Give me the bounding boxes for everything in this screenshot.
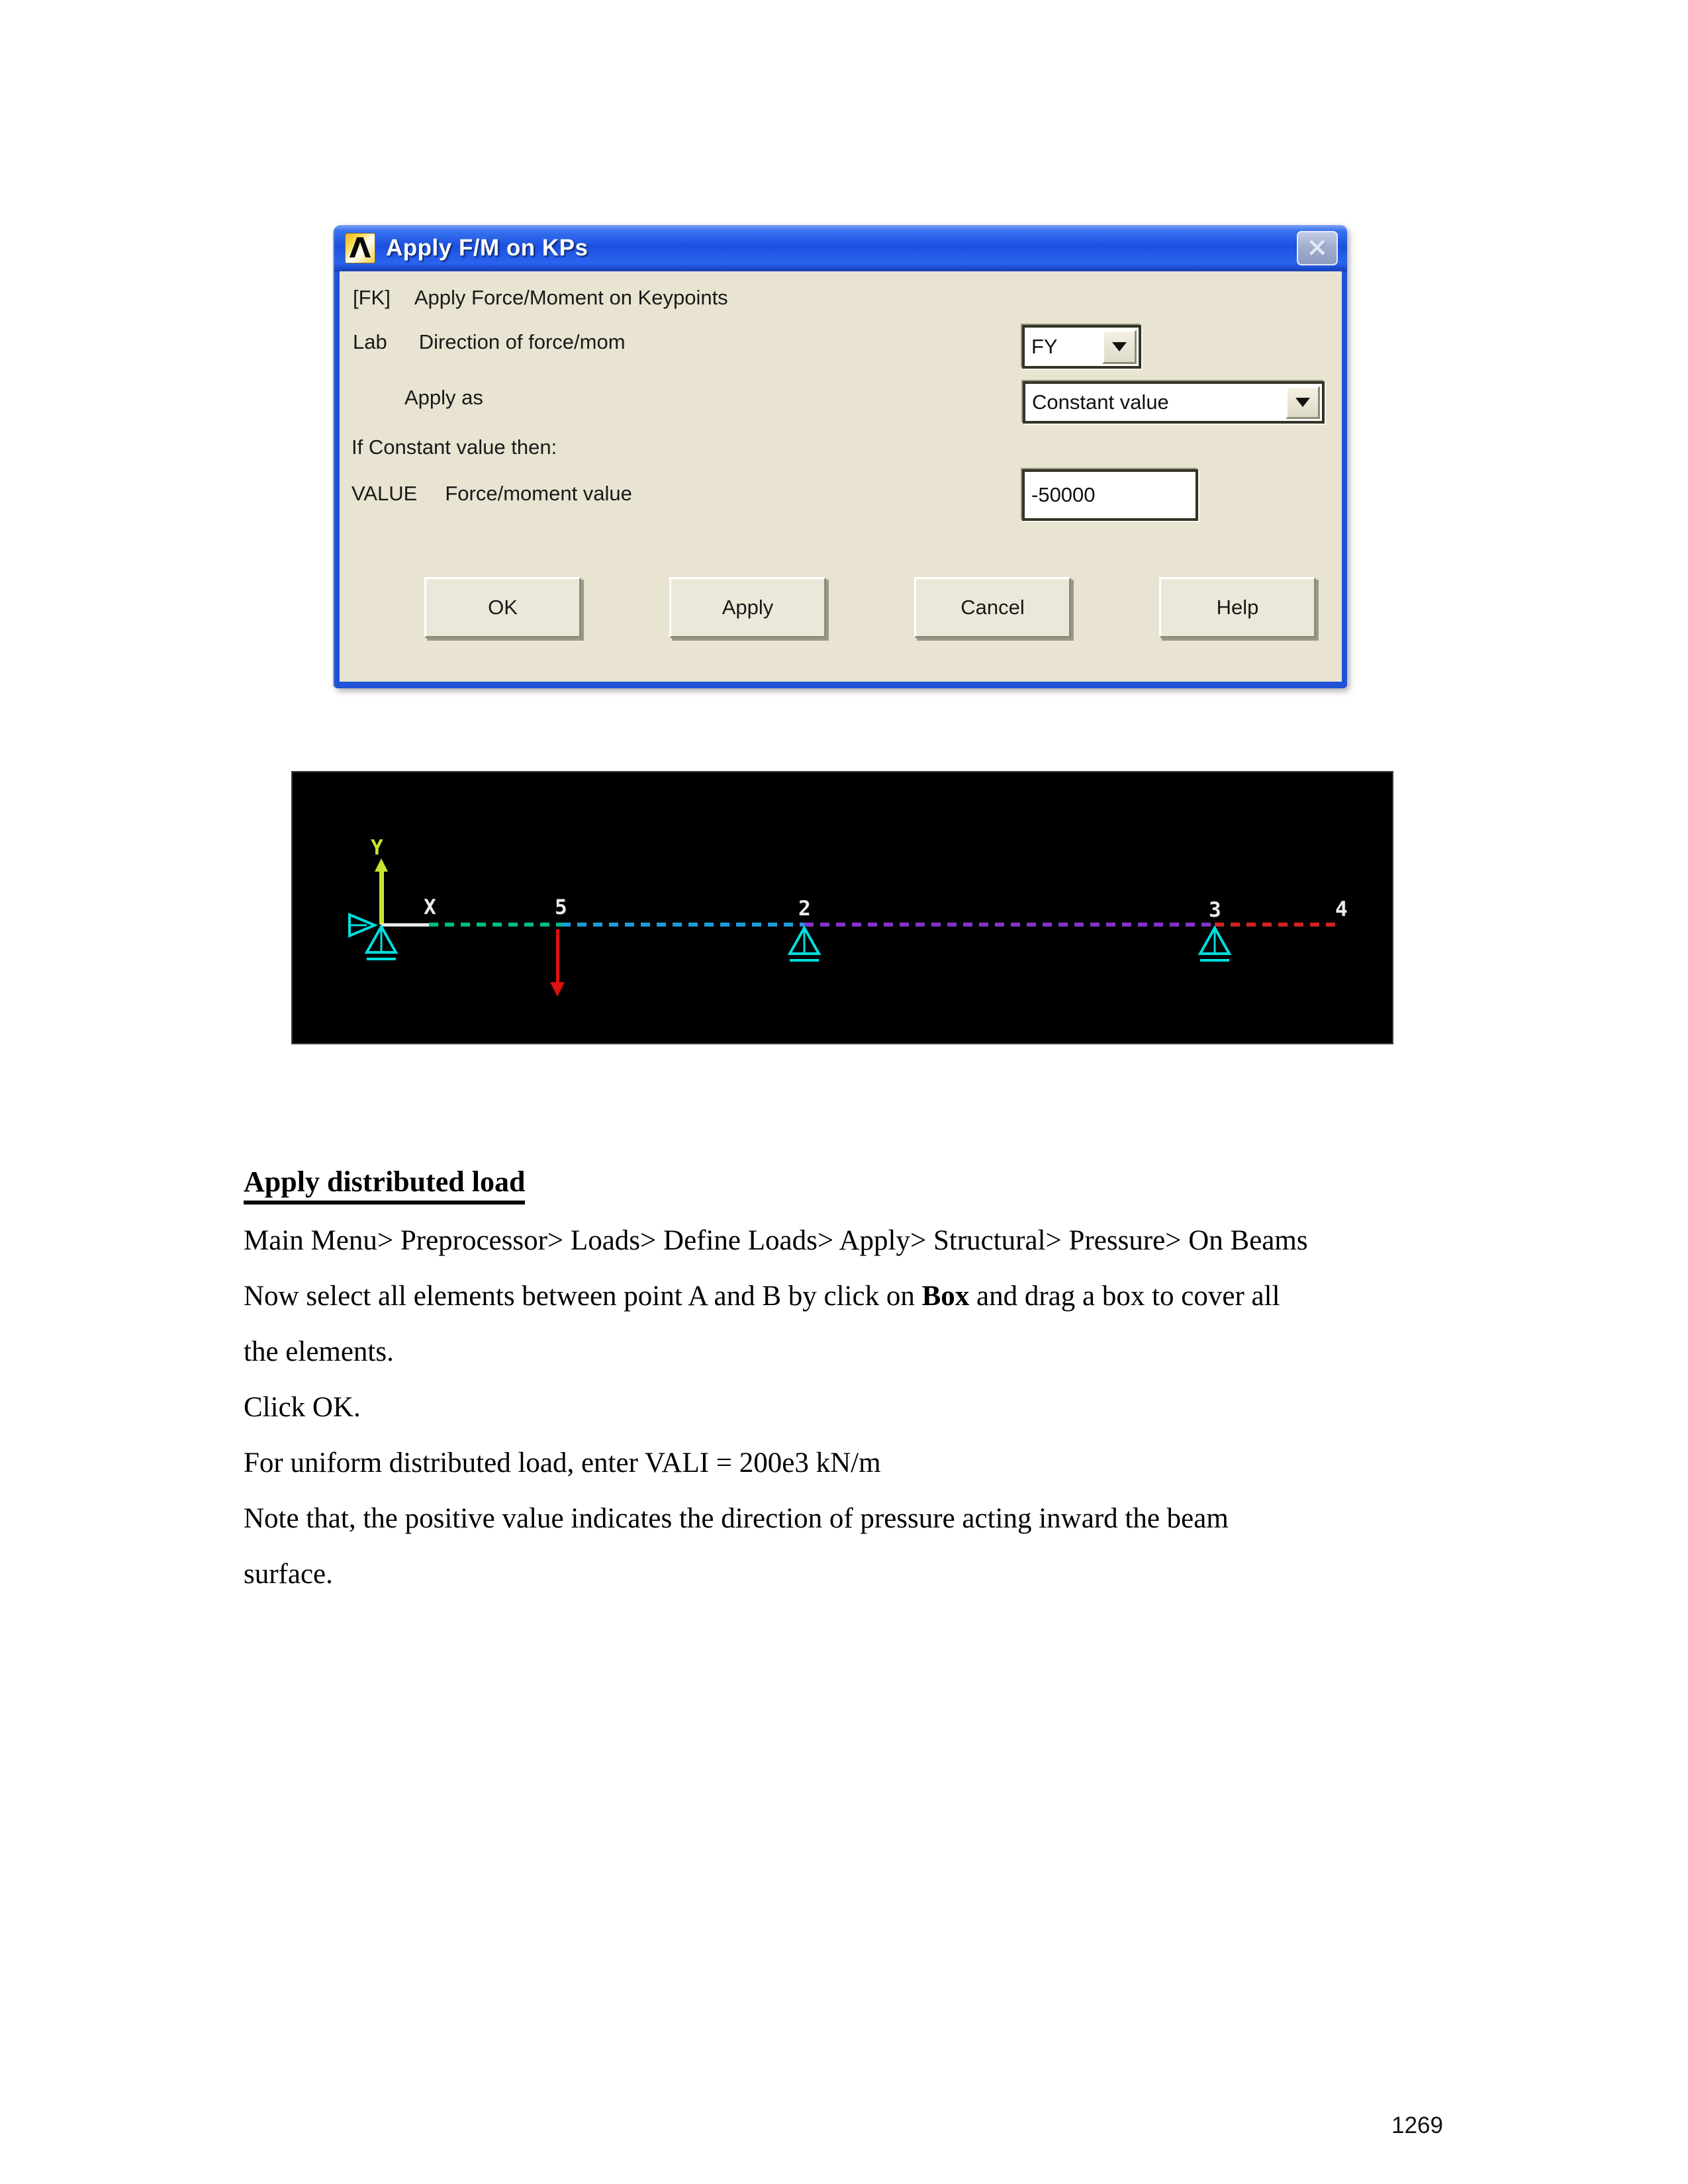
force-value-input[interactable]	[1025, 472, 1196, 518]
select-continuation-line: the elements.	[244, 1336, 394, 1367]
force-arrow-head-icon	[550, 982, 565, 997]
box-keyword: Box	[921, 1281, 970, 1312]
conditional-label: If Constant value then:	[352, 435, 557, 459]
beam-segment-3	[804, 923, 1215, 927]
ansys-logo-icon: Λ	[345, 233, 375, 263]
beam-segment-2	[561, 923, 804, 927]
force-value-field-frame	[1022, 469, 1198, 521]
y-axis-label: Y	[371, 836, 383, 860]
apply-as-dropdown-value: Constant value	[1032, 390, 1169, 414]
lab-text: Direction of force/mom	[418, 330, 626, 353]
select-pre: Now select all elements between point A and B by click on	[244, 1281, 922, 1312]
page-number: 1269	[1391, 2113, 1443, 2138]
instruction-text	[244, 1213, 1501, 1602]
fk-text: Apply Force/Moment on Keypoints	[414, 286, 728, 309]
apply-fm-on-kps-dialog	[334, 225, 1347, 688]
note-line-2: surface.	[244, 1559, 333, 1590]
graphics-viewport[interactable]	[291, 771, 1393, 1044]
apply-as-dropdown[interactable]	[1023, 381, 1325, 424]
pin-support-icon-kp2	[783, 926, 825, 967]
keypoint-label-5: 5	[555, 895, 567, 919]
value-row-label	[352, 482, 632, 506]
help-button[interactable]: Help	[1159, 577, 1316, 638]
direction-dropdown-value: FY	[1031, 335, 1058, 358]
dialog-title: Apply F/M on KPs	[386, 235, 588, 261]
close-button[interactable]: ✕	[1297, 231, 1338, 265]
apply-button[interactable]: Apply	[669, 577, 826, 638]
dropdown-arrow-icon	[1112, 342, 1127, 351]
fk-code: [FK]	[353, 286, 391, 309]
keypoint-label-4: 4	[1335, 897, 1348, 921]
lab-row-label	[353, 330, 626, 354]
value-code: VALUE	[352, 482, 418, 505]
direction-dropdown-button[interactable]	[1102, 330, 1137, 364]
keypoint-label-2: 2	[798, 897, 811, 921]
note-line-1: Note that, the positive value indicates the direction of pressure acting inward the beam	[244, 1503, 1229, 1534]
lab-code: Lab	[353, 330, 387, 353]
fk-row-label	[353, 286, 728, 310]
dialog-body	[340, 271, 1342, 682]
value-text: Force/moment value	[445, 482, 632, 505]
keypoint-label-3: 3	[1209, 898, 1221, 922]
select-instruction-line	[244, 1269, 1501, 1324]
y-axis-arrow-icon	[375, 858, 388, 872]
force-arrow-line	[556, 929, 559, 983]
apply-as-label: Apply as	[404, 386, 483, 409]
click-ok-line: Click OK.	[244, 1392, 361, 1423]
y-axis-line	[379, 870, 384, 925]
dialog-titlebar[interactable]	[334, 225, 1347, 271]
apply-as-dropdown-button[interactable]	[1286, 386, 1320, 419]
select-post: and drag a box to cover all	[969, 1281, 1280, 1312]
menu-path-line: Main Menu> Preprocessor> Loads> Define Loads> Apply> Structural> Pressure> On Beams	[244, 1225, 1308, 1256]
x-axis-label: X	[424, 895, 436, 919]
cancel-button[interactable]: Cancel	[914, 577, 1071, 638]
ux-constraint-arrow-icon	[347, 911, 377, 939]
beam-segment-1	[429, 923, 561, 927]
direction-dropdown[interactable]	[1022, 325, 1141, 369]
uniform-load-line: For uniform distributed load, enter VALI = 200e3 kN/m	[244, 1447, 881, 1479]
ok-button[interactable]: OK	[424, 577, 581, 638]
dropdown-arrow-icon	[1295, 398, 1310, 407]
pin-support-icon-kp3	[1194, 926, 1236, 967]
section-heading: Apply distributed load	[244, 1165, 525, 1205]
